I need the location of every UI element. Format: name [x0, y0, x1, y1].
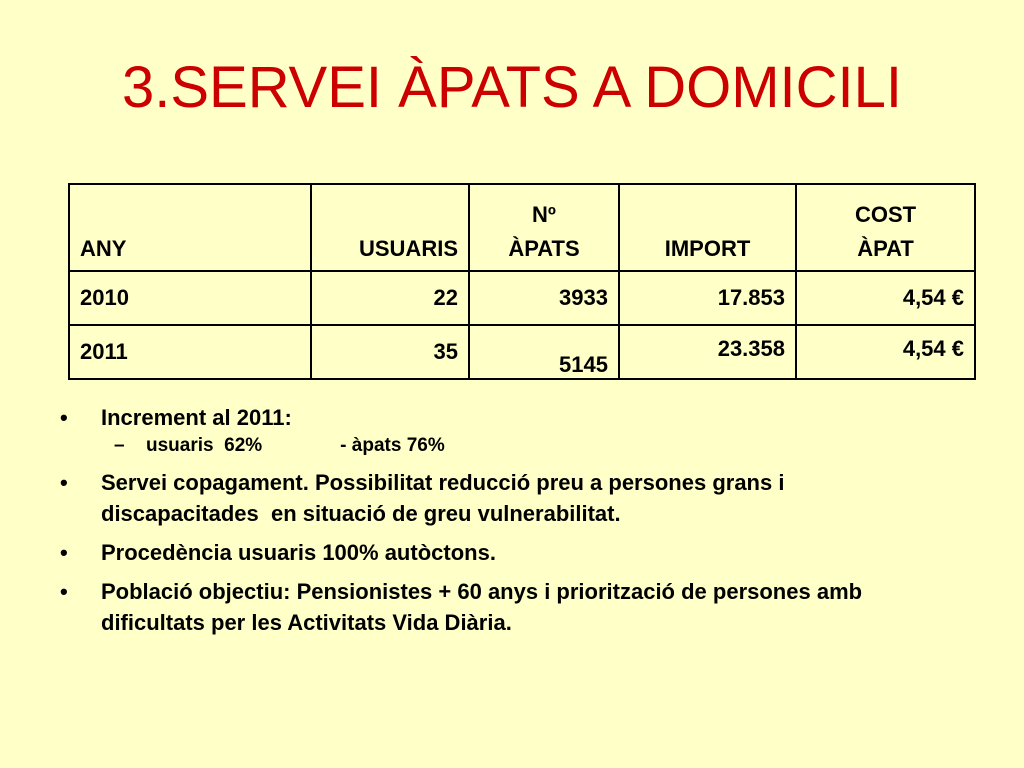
sub-bullet-text-a: usuaris 62%: [146, 435, 263, 456]
sub-bullet-item: [114, 433, 976, 459]
header-cost-line2: ÀPAT: [857, 236, 914, 261]
header-import: [619, 184, 796, 271]
dash-icon: –: [114, 435, 125, 456]
cell-apats: 5145: [469, 325, 619, 379]
sub-bullet-text-b: - àpats 76%: [340, 435, 445, 456]
cell-usuaris: 35: [311, 325, 469, 379]
bullet-text: Població objectiu: Pensionistes + 60 anys i priorització de persones amb dificultats per les Activitats Vida Diària.: [101, 579, 863, 635]
cell-import: 17.853: [619, 271, 796, 325]
cell-usuaris: 22: [311, 271, 469, 325]
header-apats-line1: Nº: [532, 202, 556, 227]
bullet-dot-icon: •: [60, 470, 68, 495]
header-apats: [469, 184, 619, 271]
bullet-item: [56, 467, 976, 529]
table-row: [69, 325, 975, 379]
bullet-list: [56, 402, 976, 646]
header-any-label: ANY: [80, 236, 127, 261]
header-cost-apat: [796, 184, 975, 271]
header-import-label: IMPORT: [664, 236, 751, 261]
cell-import: 23.358: [619, 325, 796, 379]
cell-cost: 4,54 €: [796, 271, 975, 325]
cell-apats: 3933: [469, 271, 619, 325]
bullet-item: [56, 402, 976, 433]
cell-any: 2010: [69, 271, 311, 325]
header-any: [69, 184, 311, 271]
header-apats-line2: ÀPATS: [508, 236, 580, 261]
header-usuaris-label: USUARIS: [358, 236, 458, 261]
table-header-row: [69, 184, 975, 271]
cell-any: 2011: [69, 325, 311, 379]
bullet-text: Servei copagament. Possibilitat reducció preu a persones grans i discapacitades en situació de greu vulnerabilitat.: [101, 470, 791, 526]
header-cost-line1: COST: [854, 202, 917, 227]
bullet-dot-icon: •: [60, 405, 68, 430]
table-row: [69, 271, 975, 325]
bullet-text: Increment al 2011:: [101, 405, 292, 430]
bullet-dot-icon: •: [60, 579, 68, 604]
header-usuaris: [311, 184, 469, 271]
bullet-item: [56, 537, 976, 568]
bullet-dot-icon: •: [60, 540, 68, 565]
bullet-text: Procedència usuaris 100% autòctons.: [101, 540, 496, 565]
data-table: [68, 183, 976, 380]
cell-cost: 4,54 €: [796, 325, 975, 379]
bullet-item: [56, 576, 976, 638]
page-title: 3.SERVEI ÀPATS A DOMICILI: [121, 55, 903, 120]
